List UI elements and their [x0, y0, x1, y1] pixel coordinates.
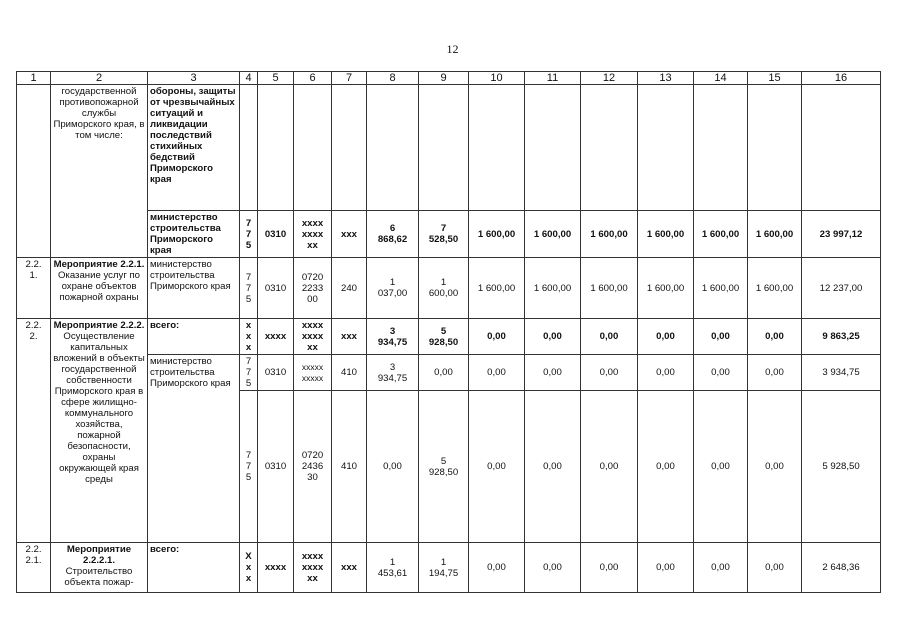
cell-total: 2 648,36	[802, 543, 881, 593]
table-row	[17, 319, 881, 355]
cell-value: 1 600,00	[748, 258, 802, 319]
table-row	[17, 258, 881, 319]
cell-grbs: x x x	[240, 319, 258, 355]
header-cell: 10	[469, 72, 525, 85]
cell-rzpr: xxxx	[258, 319, 294, 355]
cell-executor: министерство строительства Приморского края	[148, 355, 240, 543]
cell-value: 0,00	[367, 391, 419, 543]
measure-title: Мероприятие 2.2.2.1.	[66, 544, 132, 566]
cell-total: 9 863,25	[802, 319, 881, 355]
cell-value: 1 037,00	[367, 258, 419, 319]
header-row	[17, 72, 881, 85]
cell-value: 3 934,75	[367, 355, 419, 391]
cell-num	[17, 85, 51, 258]
cell-value: 6 868,62	[367, 211, 419, 258]
measure-text: Осуществление капитальных вложений в объекты государственной собственности Приморского края в сфере жилищно-коммунального хозяйства, пожарной безопасности, охраны окружающей края среды	[53, 331, 145, 485]
cell-value: 0,00	[525, 355, 581, 391]
cell-value: 0,00	[469, 355, 525, 391]
table-row	[17, 85, 881, 211]
cell-num: 2.2. 2.1.	[17, 543, 51, 593]
cell-total: 5 928,50	[802, 391, 881, 543]
cell-value: 0,00	[638, 543, 694, 593]
cell-total	[802, 85, 881, 211]
header-cell: 12	[581, 72, 638, 85]
cell-rzpr: xxxx	[258, 543, 294, 593]
cell-value: 0,00	[748, 355, 802, 391]
cell-rzpr: 0310	[258, 391, 294, 543]
cell-value: 1 600,00	[525, 211, 581, 258]
cell-vr: xxx	[332, 211, 367, 258]
cell-executor: обороны, защиты от чрезвычайных ситуаций и ликвидации последствий стихийных бедствий Приморского края	[148, 85, 240, 211]
cell-value: 1 453,61	[367, 543, 419, 593]
cell-value: 0,00	[525, 319, 581, 355]
header-cell: 6	[294, 72, 332, 85]
cell-description	[51, 258, 148, 319]
cell-description: государственной противопожарной службы Приморского края, в том числе:	[51, 85, 148, 258]
cell-value: 1 600,00	[694, 258, 748, 319]
cell-value: 1 600,00	[525, 258, 581, 319]
cell-value: 0,00	[581, 355, 638, 391]
cell-value: 1 600,00	[469, 258, 525, 319]
cell-value: 1 600,00	[581, 211, 638, 258]
cell-num: 2.2. 1.	[17, 258, 51, 319]
cell-value	[694, 85, 748, 211]
cell-value: 7 528,50	[419, 211, 469, 258]
cell-csr	[294, 85, 332, 211]
cell-value: 0,00	[748, 543, 802, 593]
header-cell: 11	[525, 72, 581, 85]
cell-grbs: 7 7 5	[240, 211, 258, 258]
table-row	[17, 543, 881, 593]
header-cell: 16	[802, 72, 881, 85]
cell-value: 0,00	[638, 319, 694, 355]
cell-vr: 410	[332, 391, 367, 543]
cell-csr: xxxx xxxx xx	[294, 319, 332, 355]
cell-grbs	[240, 85, 258, 211]
cell-value: 0,00	[748, 391, 802, 543]
cell-value: 0,00	[638, 391, 694, 543]
cell-value: 1 600,00	[638, 211, 694, 258]
cell-csr: 0720 2233 00	[294, 258, 332, 319]
cell-vr: xxx	[332, 543, 367, 593]
measure-title: Мероприятие 2.2.1.	[53, 259, 145, 270]
cell-value: 1 600,00	[748, 211, 802, 258]
cell-value	[581, 85, 638, 211]
cell-value: 0,00	[469, 391, 525, 543]
cell-value: 0,00	[525, 543, 581, 593]
cell-value: 1 194,75	[419, 543, 469, 593]
header-cell: 13	[638, 72, 694, 85]
header-cell: 8	[367, 72, 419, 85]
cell-vr: xxx	[332, 319, 367, 355]
cell-value: 1 600,00	[694, 211, 748, 258]
cell-value	[419, 85, 469, 211]
cell-value: 3 934,75	[367, 319, 419, 355]
cell-grbs: 7 7 5	[240, 391, 258, 543]
cell-total: 23 997,12	[802, 211, 881, 258]
cell-value: 0,00	[469, 543, 525, 593]
cell-description	[51, 319, 148, 543]
cell-vr	[332, 85, 367, 211]
cell-value: 1 600,00	[419, 258, 469, 319]
cell-grbs: 7 7 5	[240, 355, 258, 391]
cell-rzpr: 0310	[258, 258, 294, 319]
cell-value: 0,00	[694, 391, 748, 543]
cell-value: 0,00	[419, 355, 469, 391]
header-cell: 9	[419, 72, 469, 85]
cell-csr: xxxx xxxx xx	[294, 211, 332, 258]
cell-executor: министерство строительства Приморского края	[148, 258, 240, 319]
measure-title: Мероприятие 2.2.2.	[53, 320, 145, 331]
cell-rzpr	[258, 85, 294, 211]
cell-grbs: X x x	[240, 543, 258, 593]
cell-num: 2.2. 2.	[17, 319, 51, 543]
cell-value: 0,00	[748, 319, 802, 355]
cell-csr: xxxx xxxx xx	[294, 543, 332, 593]
cell-total: 12 237,00	[802, 258, 881, 319]
cell-executor: всего:	[148, 319, 240, 355]
cell-value: 0,00	[469, 319, 525, 355]
header-cell: 15	[748, 72, 802, 85]
cell-value: 0,00	[581, 319, 638, 355]
cell-vr: 240	[332, 258, 367, 319]
header-cell: 5	[258, 72, 294, 85]
header-cell: 2	[51, 72, 148, 85]
cell-value: 0,00	[694, 543, 748, 593]
cell-rzpr: 0310	[258, 355, 294, 391]
cell-value: 0,00	[525, 391, 581, 543]
cell-value: 0,00	[581, 391, 638, 543]
header-cell: 4	[240, 72, 258, 85]
cell-value	[638, 85, 694, 211]
page-number: 12	[446, 42, 459, 56]
cell-value: 1 600,00	[638, 258, 694, 319]
measure-text: Оказание услуг по охране объектов пожарной охраны	[57, 270, 141, 303]
cell-value: 5 928,50	[419, 391, 469, 543]
cell-value	[525, 85, 581, 211]
header-cell: 1	[17, 72, 51, 85]
header-cell: 7	[332, 72, 367, 85]
budget-table	[16, 71, 881, 593]
cell-value	[469, 85, 525, 211]
cell-rzpr: 0310	[258, 211, 294, 258]
cell-value: 1 600,00	[581, 258, 638, 319]
header-cell: 3	[148, 72, 240, 85]
cell-executor: министерство строительства Приморского края	[148, 211, 240, 258]
cell-csr: 0720 2436 30	[294, 391, 332, 543]
cell-value: 0,00	[694, 319, 748, 355]
cell-value	[367, 85, 419, 211]
cell-description	[51, 543, 148, 593]
measure-text: Строительство объекта пожар-	[64, 566, 134, 588]
cell-csr: xxxxx xxxxx	[294, 355, 332, 391]
cell-value: 0,00	[638, 355, 694, 391]
header-cell: 14	[694, 72, 748, 85]
cell-value: 0,00	[581, 543, 638, 593]
cell-vr: 410	[332, 355, 367, 391]
cell-executor: всего:	[148, 543, 240, 593]
cell-value	[748, 85, 802, 211]
cell-value: 1 600,00	[469, 211, 525, 258]
cell-total: 3 934,75	[802, 355, 881, 391]
cell-value: 0,00	[694, 355, 748, 391]
cell-value: 5 928,50	[419, 319, 469, 355]
cell-grbs: 7 7 5	[240, 258, 258, 319]
